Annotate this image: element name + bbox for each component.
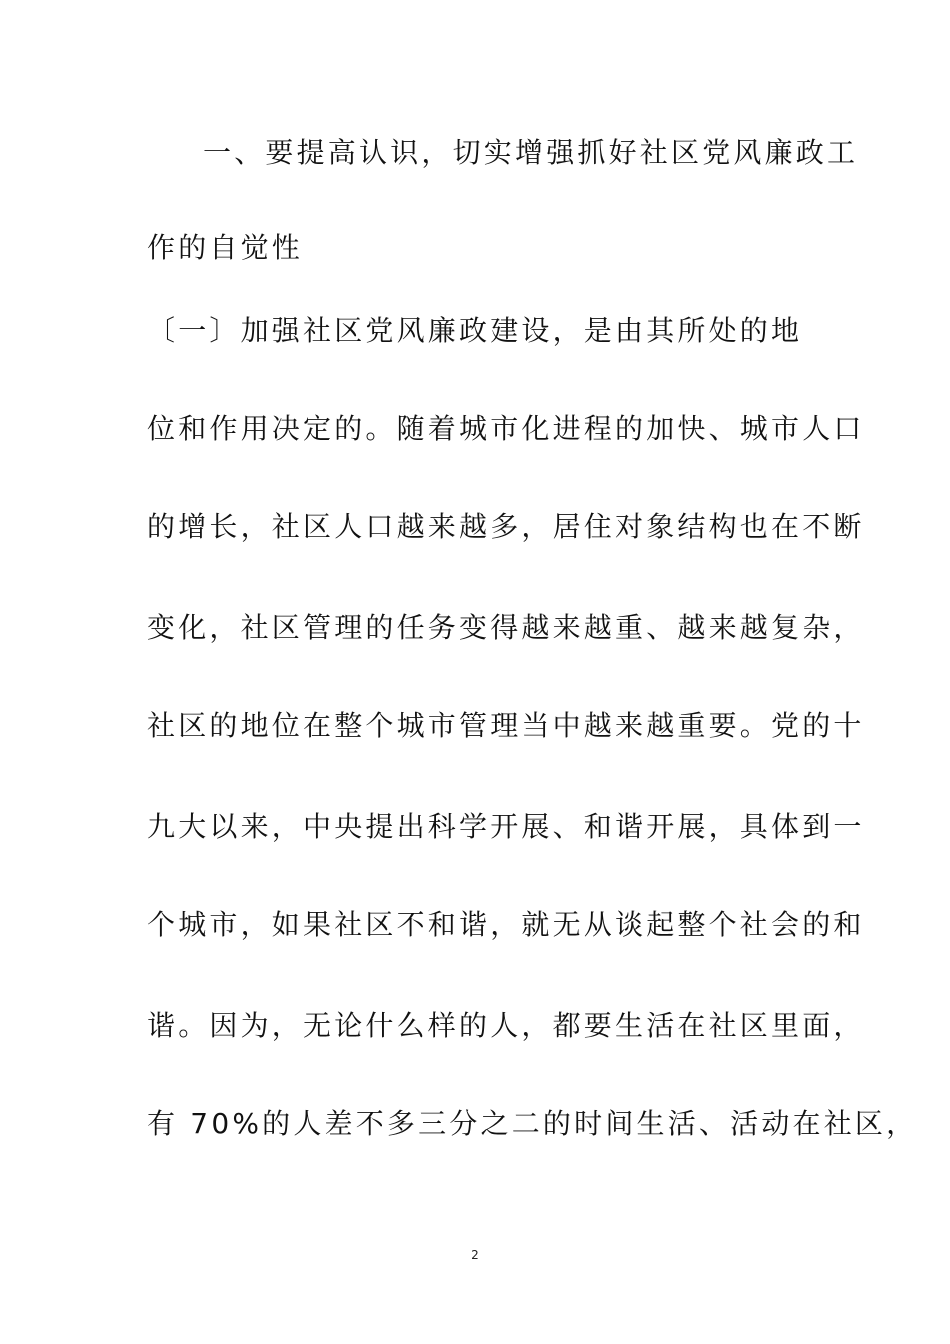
section-heading-line-2: 作的自觉性	[147, 231, 304, 264]
paragraph-line-6: 九大以来，中央提出科学开展、和谐开展，具体到一	[147, 810, 865, 843]
section-heading-line-1: 一、要提高认识，切实增强抓好社区党风廉政工	[203, 136, 859, 169]
paragraph-line-2: 位和作用决定的。随着城市化进程的加快、城市人口	[147, 412, 865, 445]
paragraph-line-3: 的增长，社区人口越来越多，居住对象结构也在不断	[147, 510, 865, 543]
paragraph-line-4: 变化，社区管理的任务变得越来越重、越来越复杂，	[147, 611, 865, 644]
paragraph-line-7: 个城市，如果社区不和谐，就无从谈起整个社会的和	[147, 908, 865, 941]
page-number: 2	[471, 1248, 479, 1262]
paragraph-line-9: 有 70%的人差不多三分之二的时间生活、活动在社区，	[147, 1107, 918, 1140]
paragraph-line-5: 社区的地位在整个城市管理当中越来越重要。党的十	[147, 709, 865, 742]
paragraph-line-1: 〔一〕加强社区党风廉政建设，是由其所处的地	[147, 314, 803, 347]
paragraph-line-8: 谐。因为，无论什么样的人，都要生活在社区里面，	[147, 1009, 865, 1042]
